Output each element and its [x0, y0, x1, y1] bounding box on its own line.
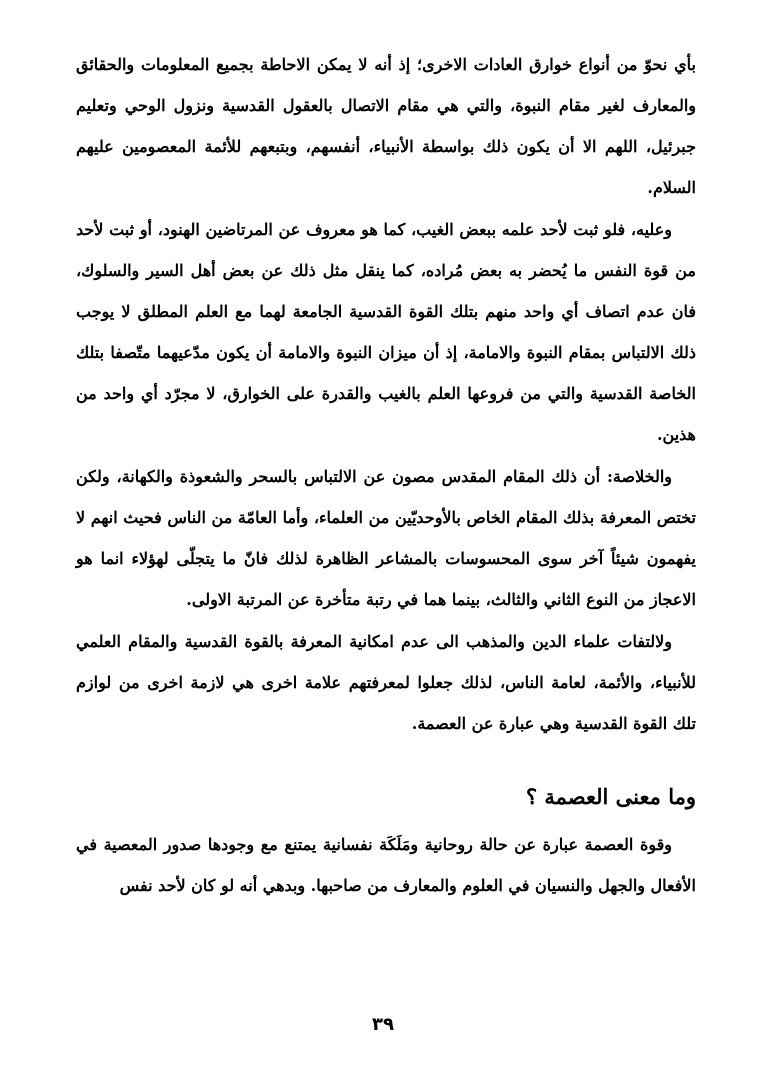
paragraph-3: والخلاصة: أن ذلك المقام المقدس مصون عن الالتباس بالسحر والشعوذة والكهانة، ولكن تختص المعرفة بذلك المقام الخاص بالأوحديّين من العلماء، وأما العامّة من الناس فحيث انهم لا يفهمون شيئاً آخر سوى المحسوسات بالمشاعر الظاهرة لذلك فانّ ما يتجلّى لهؤلاء انما هو الاعجاز من النوع الثاني والثالث، بينما هما في رتبة متأخرة عن المرتبة الاولى. [76, 467, 696, 609]
page-body [76, 44, 696, 906]
page-number: ٣٩ [372, 1014, 394, 1035]
paragraph-4: ولالتفات علماء الدين والمذهب الى عدم امكانية المعرفة بالقوة القدسية والمقام العلمي للأنبياء، والأئمة، لعامة الناس، لذلك جعلوا لمعرفتهم علامة اخرى هي لازمة اخرى من لوازم تلك القوة القدسية وهي عبارة عن العصمة. [76, 632, 696, 733]
paragraph-2: وعليه، فلو ثبت لأحد علمه ببعض الغيب، كما هو معروف عن المرتاضين الهنود، أو ثبت لأحد من قوة النفس ما يُحضر به بعض مُراده، كما ينقل مثل ذلك عن بعض أهل السير والسلوك، فان عدم اتصاف أي واحد منهم بتلك القوة القدسية الجامعة لهما مع العلم المطلق لا يوجب ذلك الالتباس بمقام النبوة والامامة، إذ أن ميزان النبوة والامامة أن يكون مدّعيهما متّصفا بتلك الخاصة القدسية والتي من فروعها العلم بالغيب والقدرة على الخوارق، لا مجرّد أي واحد من هذين. [76, 220, 696, 444]
paragraph-1: بأي نحوّ من أنواع خوارق العادات الاخرى؛ إذ أنه لا يمكن الاحاطة بجميع المعلومات والحقائق والمعارف لغير مقام النبوة، والتي هي مقام الاتصال بالعقول القدسية ونزول الوحي وتعليم جبرئيل، اللهم الا أن يكون ذلك بواسطة الأنبياء، أنفسهم، وبتبعهم للأئمة المعصومين عليهم السلام. [76, 55, 696, 197]
section-heading: وما معنى العصمة ؟ [525, 784, 696, 809]
paragraph-5: وقوة العصمة عبارة عن حالة روحانية ومَلَكَة نفسانية يمتنع مع وجودها صدور المعصية في الأفعال والجهل والنسيان في العلوم والمعارف من صاحبها. وبدهي أنه لو كان لأحد نفس [76, 835, 696, 895]
